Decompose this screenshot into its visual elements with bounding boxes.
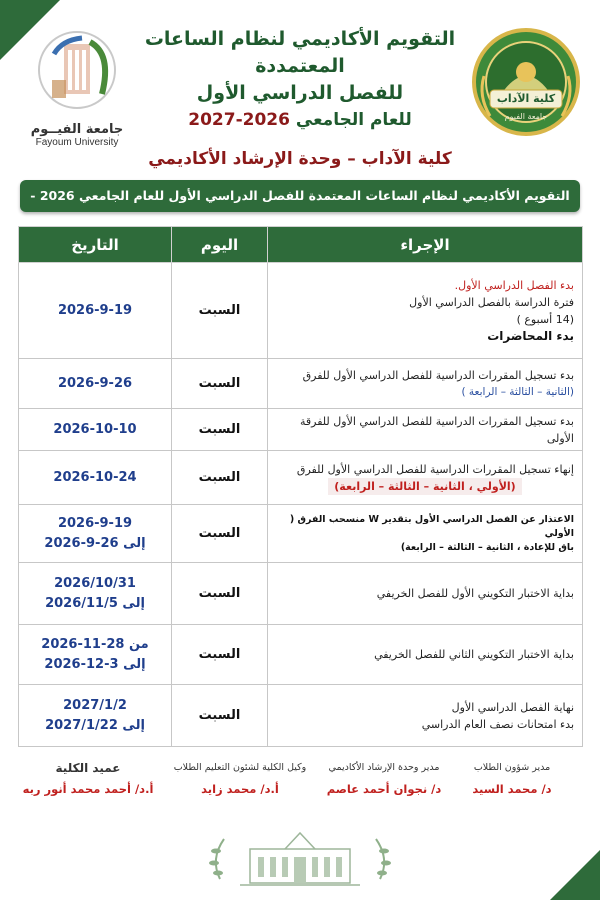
table-row [19,625,583,685]
university-name-en: Fayoum University [35,137,119,148]
title-line-1: التقويم الأكاديمي لنظام الساعات المعتمددة [144,28,456,77]
row-day: السبت [172,451,268,505]
row-date-range [19,563,172,625]
header-day: اليوم [172,227,268,263]
action-bold: بدء المحاضرات [487,328,574,343]
row-action [268,563,583,625]
signature-student-affairs [442,760,582,802]
table-row [19,563,583,625]
row-action [268,685,583,747]
date-from: 2026-11-28 [41,636,125,652]
faculty-of-arts-logo [470,26,582,138]
date-to: 2026/11/5 [45,595,118,611]
row-date: 2026-9-26 [19,359,172,409]
row-date: 2026-10-10 [19,409,172,451]
action-highlight: بدء الفصل الدراسي الأول. [454,278,574,292]
date-to: 2026-9-26 [44,535,119,551]
date-to-label: إلى [123,535,146,551]
action-line: (14 أسبوع ) [516,312,574,326]
faculty-logo-label: كلية الآداب [496,92,556,105]
signature-name: أ.د/ محمد زايد [201,782,279,796]
title-line-2: للفصل الدراسي الأول [196,82,404,104]
date-to-label: إلى [122,717,145,733]
corner-decoration-bottom-right [550,850,600,900]
date-to: 2027/1/22 [45,717,118,733]
signature-role: عميد الكلية [55,761,121,775]
action-highlight: (الأولي ، الثانية – الثالثة – الرابعة) [328,478,521,495]
signature-name: د/ نجوان أحمد عاصم [326,782,442,796]
date-to-label: إلى [122,595,145,611]
action-line: باق للإعادة ، الثانية – الثالثة – الرابعة) [400,541,574,553]
fayoum-university-logo [22,24,132,164]
title-year-prefix: للعام الجامعي [295,110,412,130]
row-day: السبت [172,685,268,747]
action-line: بدء امتحانات نصف العام الدراسي [421,717,574,731]
row-date-range [19,505,172,563]
header-action: الإجراء [268,227,583,263]
university-name-ar: جامعة الفيــوم [30,122,124,137]
footer-building-illustration [200,819,400,894]
row-day: السبت [172,505,268,563]
table-row [19,505,583,563]
action-line: بدء تسجيل المقررات الدراسية للفصل الدراسي الأول للفرقة الأولى [300,414,574,445]
row-date: 2026-10-24 [19,451,172,505]
page-header [0,18,600,168]
row-day: السبت [172,409,268,451]
signature-role: وكيل الكلية لشئون التعليم الطلاب [173,762,307,773]
row-date-range [19,625,172,685]
row-action [268,451,583,505]
signature-role: مدير شؤون الطلاب [473,762,551,773]
signature-name: أ.د/ أحمد محمد أنور ربه [22,782,154,796]
calendar-banner: التقويم الأكاديمي لنظام الساعات المعتمدة للفصل الدراسي الأول للعام الجامعي 2026 - [20,180,580,212]
action-line: بداية الاختبار التكويني الثاني للفصل الخريفي [374,648,574,661]
action-line: إنهاء تسجيل المقررات الدراسية للفصل الدراسي الأول للفرق [296,462,574,476]
row-day: السبت [172,263,268,359]
action-sub: (الثانية – الثالثة – الرابعة ) [461,385,574,398]
row-date-range [19,685,172,747]
action-line: بداية الاختبار التكويني الأول للفصل الخريفي [376,587,574,600]
row-action [268,359,583,409]
date-from-label: من [128,636,149,652]
action-line: نهاية الفصل الدراسي الأول [451,700,574,714]
title-line-3 [140,107,460,134]
table-row [19,451,583,505]
table-row [19,359,583,409]
row-day: السبت [172,359,268,409]
header-titles [140,26,460,176]
title-line-4: كلية الآداب – وحدة الإرشاد الأكاديمي [148,149,452,169]
action-line: بدء تسجيل المقررات الدراسية للفصل الدراسي الأول للفرق [302,368,574,382]
date-from: 2027/1/2 [63,697,127,713]
signature-advising-unit [314,760,454,802]
table-row [19,685,583,747]
table-row [19,263,583,359]
row-action [268,505,583,563]
signature-vice-dean [170,760,310,802]
schedule-table [18,226,583,747]
header-date: التاريخ [19,227,172,263]
faculty-logo-sub: جامعة الفيوم [504,112,548,121]
date-from: 2026/10/31 [54,575,136,591]
signature-role: مدير وحدة الإرشاد الأكاديمي [328,762,440,773]
action-line: الاعتذار عن الفصل الدراسي الأول بتقدير W منسحب الفرق ( الأولي [289,513,574,539]
row-day: السبت [172,625,268,685]
signature-name: د/ محمد السيد [472,782,552,796]
row-date: 2026-9-19 [19,263,172,359]
date-to-label: إلى [123,656,146,672]
date-to: 2026-12-3 [44,656,119,672]
table-row [19,409,583,451]
table-header-row [19,227,583,263]
date-from: 2026-9-19 [57,515,133,531]
row-action [268,625,583,685]
row-action [268,263,583,359]
title-year: 2026-2027 [188,110,290,130]
row-day: السبت [172,563,268,625]
signatures [18,760,582,810]
signature-dean [18,760,158,802]
row-action [268,409,583,451]
action-line: فترة الدراسة بالفصل الدراسي الأول [409,295,574,309]
